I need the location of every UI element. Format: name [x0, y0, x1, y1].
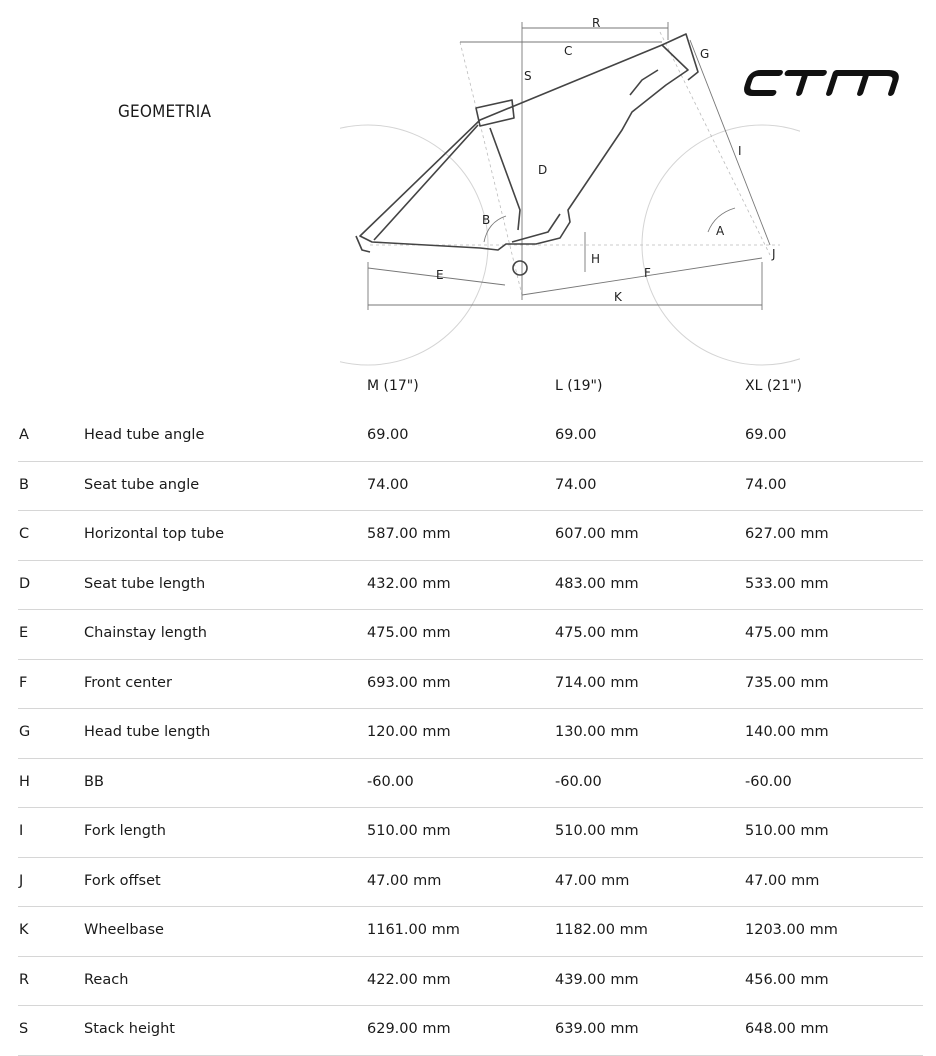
label-j: J [772, 247, 776, 261]
row-name: Head tube angle [84, 427, 205, 443]
row-value-xl: 648.00 mm [745, 1021, 829, 1037]
label-b: B [482, 213, 491, 227]
row-value-m: -60.00 [367, 773, 414, 790]
table-row [18, 412, 923, 462]
label-e: E [436, 268, 444, 282]
size-header-xl: XL (21") [745, 378, 803, 394]
row-value-l: 483.00 mm [555, 575, 639, 592]
label-d: D [538, 163, 548, 177]
row-name: Seat tube angle [84, 476, 200, 493]
geometry-diagram [340, 10, 800, 370]
row-value-m: 1161.00 mm [367, 922, 460, 938]
row-value-xl: 627.00 mm [745, 526, 829, 542]
label-c: C [564, 44, 573, 58]
row-key: C [19, 526, 30, 542]
table-row [18, 709, 923, 759]
row-key: R [19, 971, 30, 988]
row-value-l: 69.00 [555, 427, 597, 443]
row-name: Head tube length [84, 724, 211, 740]
row-value-l: 475.00 mm [555, 625, 639, 641]
row-value-xl: 1203.00 mm [745, 922, 838, 938]
row-name: Reach [84, 971, 129, 988]
geometry-table [18, 412, 923, 1056]
row-value-l: 639.00 mm [555, 1021, 639, 1037]
table-row [18, 561, 923, 611]
row-value-m: 693.00 mm [367, 674, 451, 691]
row-value-xl: 69.00 [745, 427, 787, 443]
row-value-l: 74.00 [555, 476, 597, 493]
row-key: G [19, 724, 31, 740]
row-value-l: -60.00 [555, 773, 602, 790]
row-value-xl: 140.00 mm [745, 724, 829, 740]
label-f: F [644, 266, 651, 280]
row-value-m: 587.00 mm [367, 526, 451, 542]
table-row [18, 1006, 923, 1056]
row-value-l: 130.00 mm [555, 724, 639, 740]
row-name: Wheelbase [84, 922, 164, 938]
row-name: Stack height [84, 1021, 175, 1037]
row-key: A [19, 427, 29, 443]
row-value-l: 510.00 mm [555, 823, 639, 839]
row-name: Chainstay length [84, 625, 207, 641]
table-row [18, 858, 923, 908]
row-value-xl: 735.00 mm [745, 674, 829, 691]
row-name: BB [84, 773, 104, 790]
row-name: Front center [84, 674, 172, 691]
table-row [18, 759, 923, 809]
row-key: J [19, 872, 24, 889]
label-i: I [738, 144, 742, 158]
table-row [18, 808, 923, 858]
row-value-m: 69.00 [367, 427, 409, 443]
row-value-xl: 74.00 [745, 476, 787, 493]
label-g: G [700, 47, 710, 61]
row-key: I [19, 823, 24, 839]
row-key: K [19, 922, 29, 938]
label-s: S [524, 69, 532, 83]
row-key: H [19, 773, 30, 790]
row-value-l: 47.00 mm [555, 872, 630, 889]
table-row [18, 957, 923, 1007]
row-value-xl: 475.00 mm [745, 625, 829, 641]
bottom-bracket [513, 261, 527, 275]
row-value-l: 439.00 mm [555, 971, 639, 988]
row-value-m: 47.00 mm [367, 872, 442, 889]
page-title: GEOMETRIA [118, 102, 212, 122]
row-key: F [19, 674, 28, 691]
label-h: H [591, 252, 601, 266]
row-value-xl: 456.00 mm [745, 971, 829, 988]
row-value-xl: 533.00 mm [745, 575, 829, 592]
row-value-m: 74.00 [367, 476, 409, 493]
row-name: Fork length [84, 823, 166, 839]
row-value-m: 422.00 mm [367, 971, 451, 988]
size-header-l: L (19") [555, 378, 603, 394]
row-name: Horizontal top tube [84, 526, 225, 542]
row-value-m: 120.00 mm [367, 724, 451, 740]
table-row [18, 907, 923, 957]
table-row [18, 610, 923, 660]
row-value-m: 475.00 mm [367, 625, 451, 641]
label-k: K [614, 290, 622, 304]
row-name: Fork offset [84, 872, 161, 889]
table-row [18, 660, 923, 710]
row-value-m: 432.00 mm [367, 575, 451, 592]
front-center-line [522, 258, 762, 295]
table-row [18, 462, 923, 512]
row-key: S [19, 1021, 29, 1037]
row-value-xl: 510.00 mm [745, 823, 829, 839]
table-row [18, 511, 923, 561]
row-value-m: 629.00 mm [367, 1021, 451, 1037]
row-value-l: 1182.00 mm [555, 922, 648, 938]
row-value-m: 510.00 mm [367, 823, 451, 839]
row-name: Seat tube length [84, 575, 206, 592]
row-value-l: 607.00 mm [555, 526, 639, 542]
row-key: D [19, 575, 31, 592]
label-r: R [592, 16, 601, 30]
row-value-xl: -60.00 [745, 773, 792, 790]
row-key: E [19, 625, 29, 641]
row-key: B [19, 476, 29, 493]
size-header-m: M (17") [367, 378, 419, 394]
label-a: A [716, 224, 725, 238]
row-value-xl: 47.00 mm [745, 872, 820, 889]
row-value-l: 714.00 mm [555, 674, 639, 691]
fork-length-line [690, 40, 770, 245]
